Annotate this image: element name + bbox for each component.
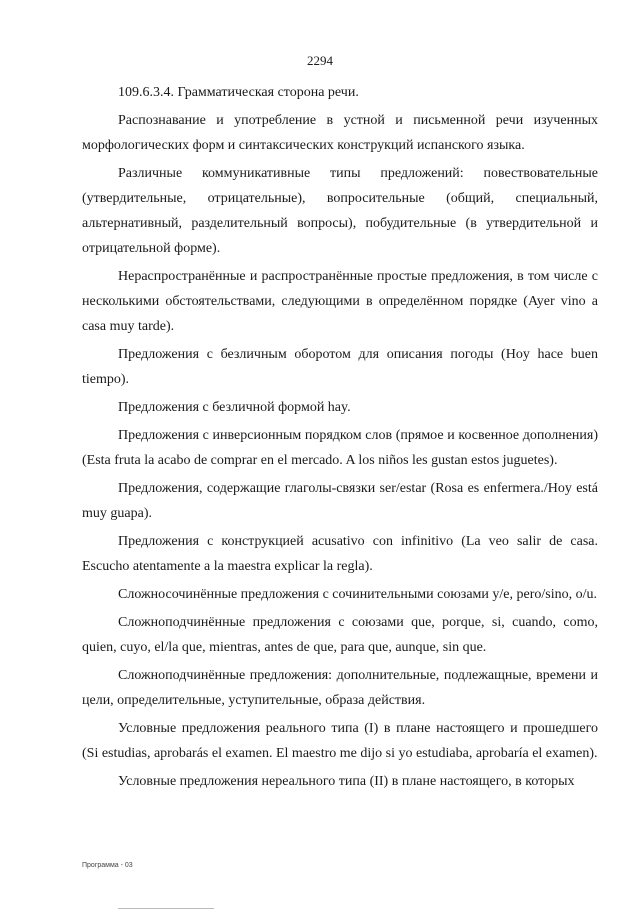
page-number: 2294 [307, 53, 333, 68]
paragraph: Различные коммуникативные типы предложений: повествовательные (утвердительные, отрицательные), вопросительные (общий, специальный, альтернативный, разделительный вопросы), побудительные (в утвердительной и отрицательной форме). [82, 166, 598, 256]
paragraph: Предложения с инверсионным порядком слов (прямое и косвенное дополнения) (Esta fruta la acabo de comprar en el mercado. A los niños les gustan estos juguetes). [82, 428, 598, 468]
footer-label: Программа - 03 [82, 862, 133, 869]
paragraph: Условные предложения нереального типа (II) в плане настоящего, в которых [118, 774, 575, 789]
document-body [82, 80, 598, 797]
paragraph: Сложноподчинённые предложения с союзами que, porque, si, cuando, como, quien, cuyo, el/la que, mientras, antes de que, para que, aunque, sin que. [82, 615, 598, 655]
bottom-rule [118, 908, 214, 909]
paragraph: Распознавание и употребление в устной и письменной речи изученных морфологических форм и синтаксических конструкций испанского языка. [82, 113, 598, 153]
paragraph: Предложения с конструкцией acusativo con infinitivo (La veo salir de casa. Escucho atentamente a la maestra explicar la regla). [82, 534, 598, 574]
paragraph: Предложения с безличным оборотом для описания погоды (Hoy hace buen tiempo). [82, 347, 598, 387]
paragraph: Сложносочинённые предложения с сочинительными союзами y/e, pero/sino, o/u. [118, 587, 597, 602]
section-heading: 109.6.3.4. Грамматическая сторона речи. [118, 85, 359, 100]
paragraph: Предложения, содержащие глаголы-связки ser/estar (Rosa es enfermera./Hoy está muy guapa). [82, 481, 598, 521]
paragraph: Предложения с безличной формой hay. [118, 400, 351, 415]
paragraph: Условные предложения реального типа (I) в плане настоящего и прошедшего (Si estudias, aprobarás el examen. El maestro me dijo si yo estudiaba, aprobaría el examen). [82, 721, 598, 761]
paragraph: Нераспространённые и распространённые простые предложения, в том числе с несколькими обстоятельствами, следующими в определённом порядке (Ayer vino a casa muy tarde). [82, 269, 598, 334]
paragraph: Сложноподчинённые предложения: дополнительные, подлежащные, времени и цели, определительные, уступительные, образа действия. [82, 668, 598, 708]
